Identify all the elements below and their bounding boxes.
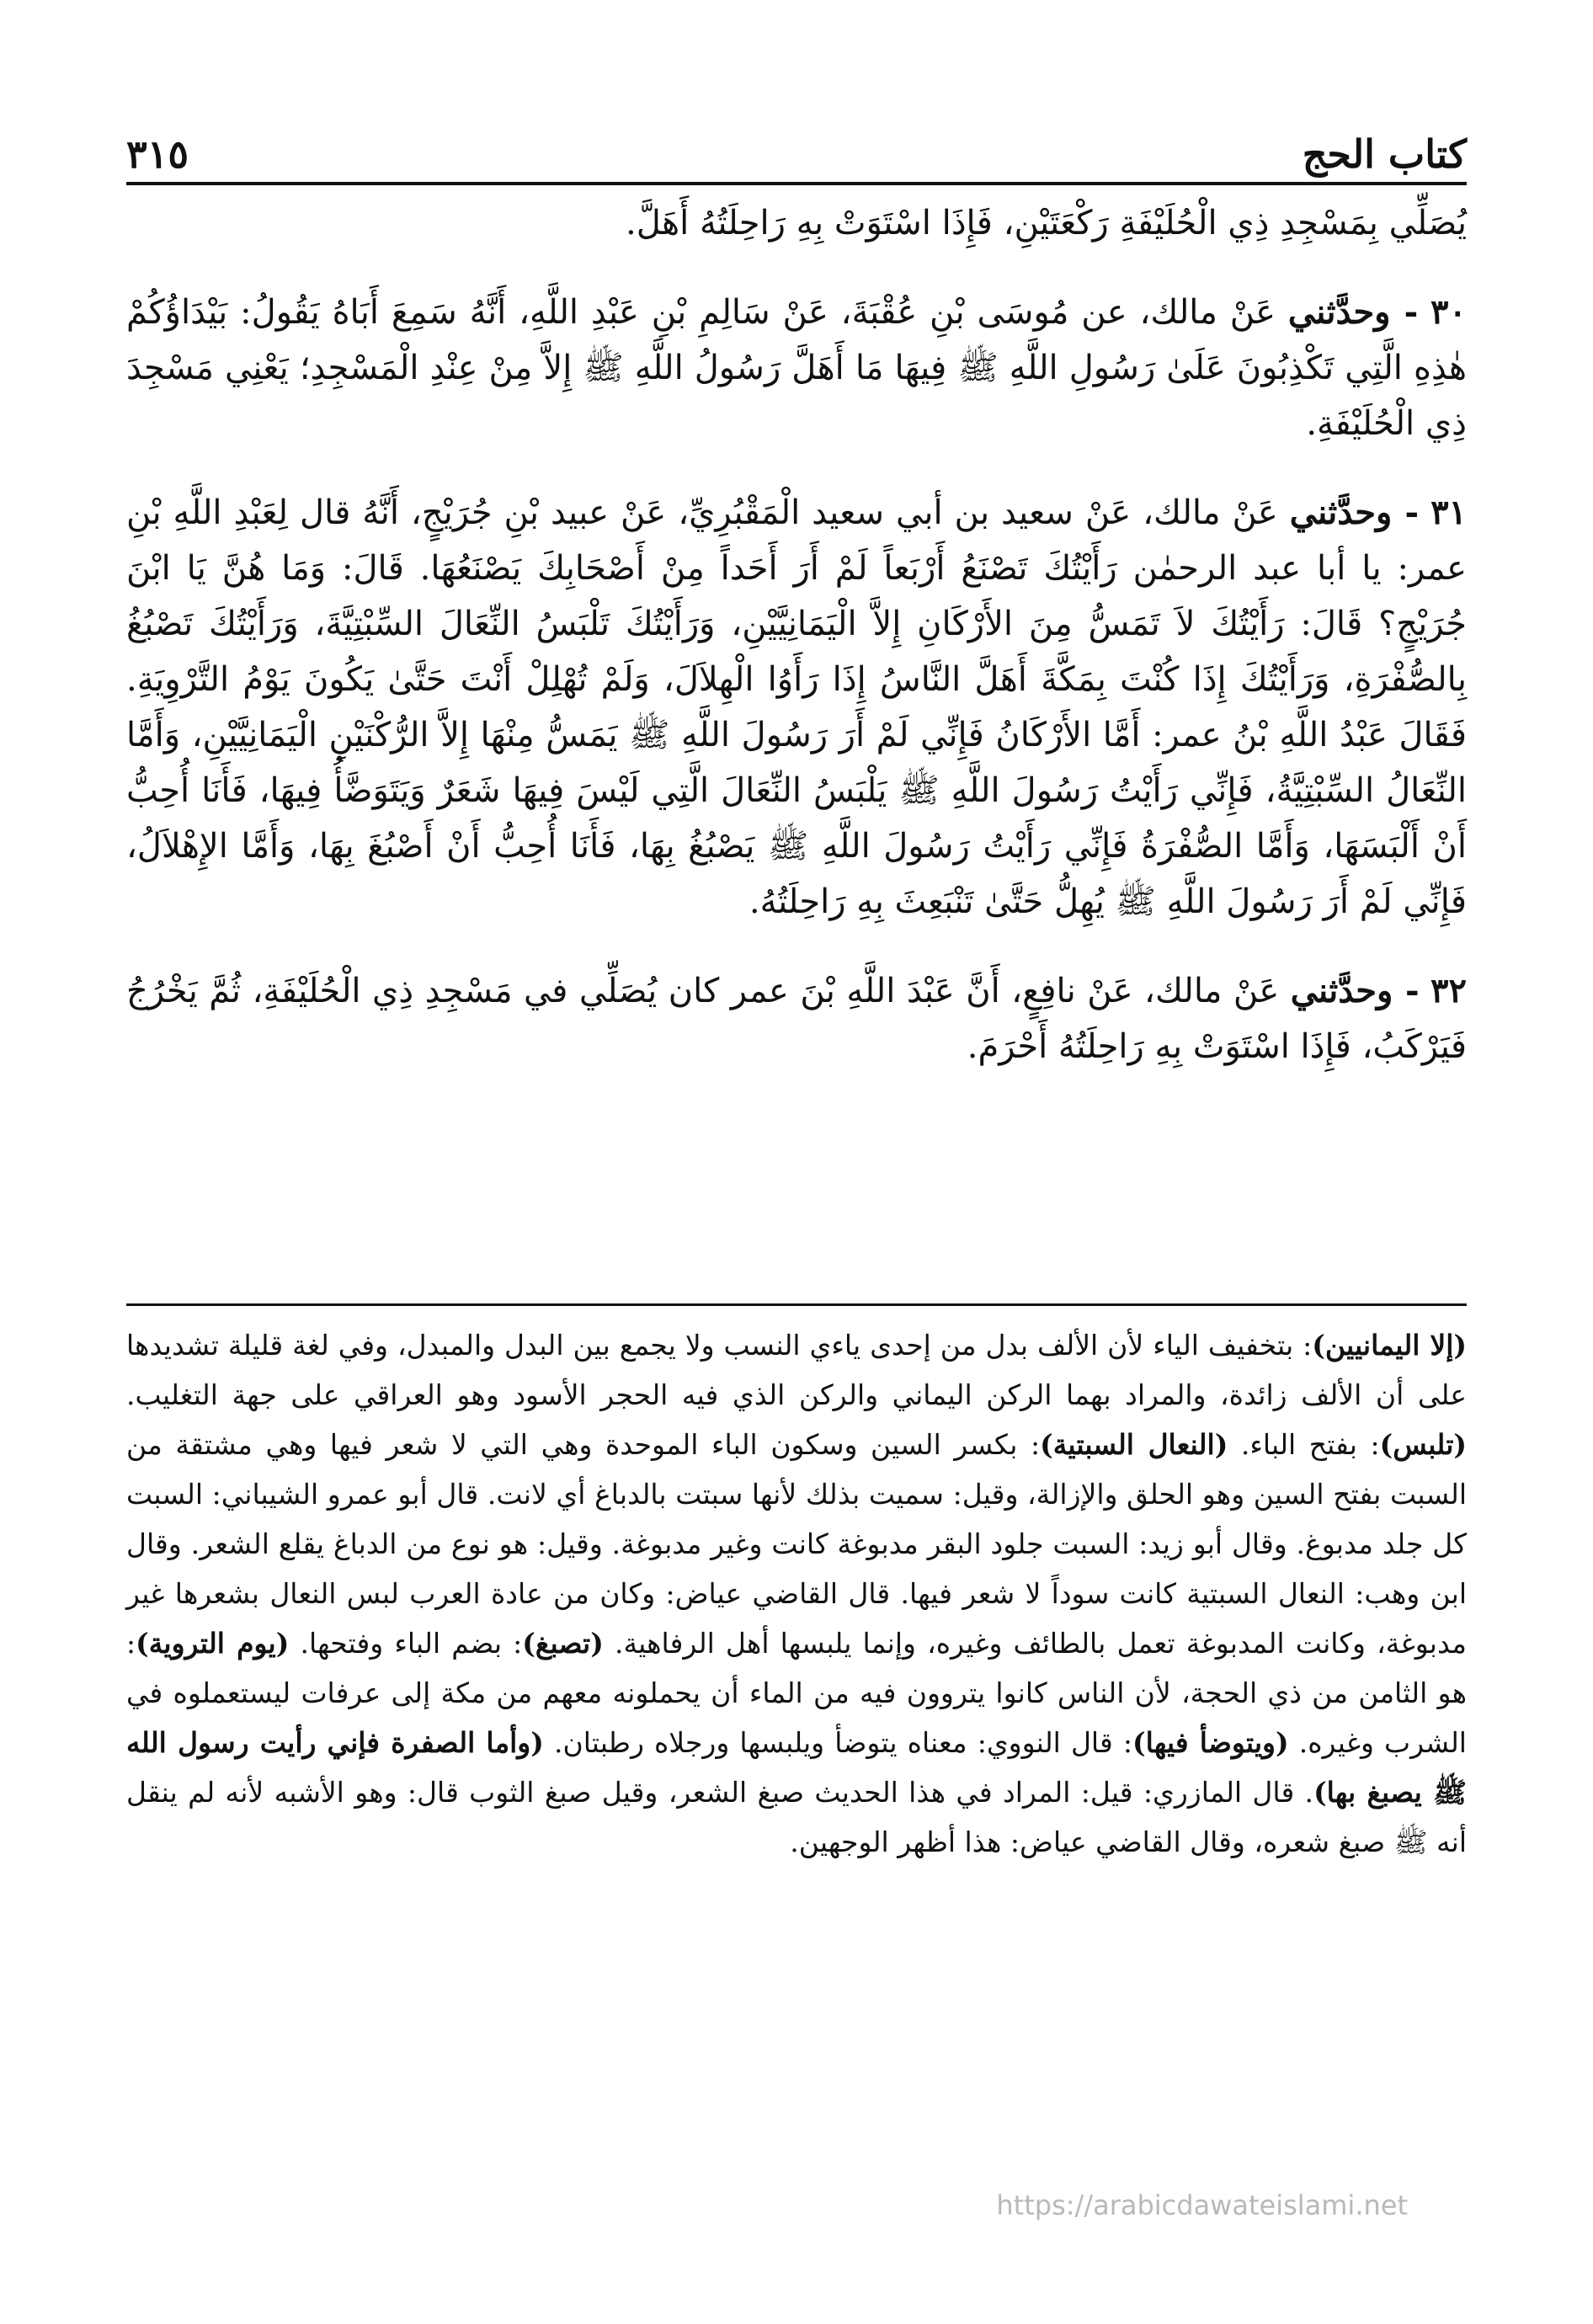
note-text: : بتخفيف الياء لأن الألف بدل من إحدى ياءي النسب ولا يجمع بين البدل والمبدل، وفي لغة قليلة تشديدها على أن الألف زائدة، والمراد بهما الركن اليماني والركن الذي فيه الحجر الأسود وهو العراقي على جهة التغليب.: [126, 1329, 1467, 1411]
note-text: : قال النووي: معناه يتوضأ ويلبسها ورجلاه رطبتان.: [553, 1726, 1133, 1759]
hadith-32: ٣٢ - وحدَّثني عَنْ مالك، عَنْ نافِعٍ، أَنَّ عَبْدَ اللَّهِ بْنَ عمر كان يُصَلِّي في مَسْجِدِ ذِي الْحُلَيْفَةِ، ثُمَّ يَخْرُجُ فَيَرْكَبُ، فَإِذَا اسْتَوَتْ بِهِ رَاحِلَتُهُ أَحْرَمَ.: [126, 971, 1468, 1066]
note-text: : هو الثامن من ذي الحجة، لأن الناس كانوا يتروون فيه من الماء أن يحملونه معهم من مكة إلى عرفات ليستعملوه في الشرب وغيره.: [126, 1627, 1467, 1759]
note-term: (تلبس): [1379, 1428, 1467, 1461]
note-text: : بضم الباء وفتحها.: [300, 1627, 523, 1660]
opening-line: يُصَلِّي بِمَسْجِدِ ذِي الْحُلَيْفَةِ رَكْعَتَيْنِ، فَإِذَا اسْتَوَتْ بِهِ رَاحِلَتُهُ أَهَلَّ.: [626, 204, 1467, 243]
watermark-url: https://arabicdawateislami.net: [996, 2189, 1408, 2221]
notes-paragraph: [126, 1320, 1467, 1867]
page-number: ٣١٥: [126, 131, 189, 177]
main-text: [126, 195, 1467, 1108]
hadith-text: عَنْ مالك، عن مُوسَى بْنِ عُقْبَةَ، عَنْ سَالِمِ بْنِ عَبْدِ اللَّهِ، أَنَّهُ سَمِعَ أَبَاهُ يَقُولُ: بَيْدَاؤُكُمْ هٰذِهِ الَّتِي تَكْذِبُونَ عَلَىٰ رَسُولِ اللَّهِ ﷺ فِيهَا مَا أَهَلَّ رَسُولُ اللَّهِ ﷺ إِلاَّ مِنْ عِنْدِ الْمَسْجِدِ؛ يَعْنِي مَسْجِدَ ذِي الْحُلَيْفَةِ.: [126, 293, 1467, 443]
hadith-text: عَنْ مالك، عَنْ سعيد بن أبي سعيد الْمَقْبُرِيِّ، عَنْ عبيد بْنِ جُرَيْجٍ، أَنَّهُ قال لِعَبْدِ اللَّهِ بْنِ عمر: يا أبا عبد الرحمٰن رَأَيْتُكَ تَصْنَعُ أَرْبَعاً لَمْ أَرَ أَحَداً مِنْ أَصْحَابِكَ يَصْنَعُهَا. قَالَ: وَمَا هُنَّ يَا ابْنَ جُرَيْجٍ؟ قَالَ: رَأَيْتُكَ لاَ تَمَسُّ مِنَ الأَرْكَانِ إِلاَّ الْيَمَانِيَّيْنِ، وَرَأَيْتُكَ تَلْبَسُ النِّعَالَ السِّبْتِيَّةَ، وَرَأَيْتُكَ تَصْبُغُ بِالصُّفْرَةِ، وَرَأَيْتُكَ إِذَا كُنْتَ بِمَكَّةَ أَهَلَّ النَّاسُ إِذَا رَأَوُا الْهِلاَلَ، وَلَمْ تُهْلِلْ أَنْتَ حَتَّىٰ يَكُونَ يَوْمُ التَّرْوِيَةِ. فَقَالَ عَبْدُ اللَّهِ بْنُ عمر: أَمَّا الأَرْكَانُ فَإِنِّي لَمْ أَرَ رَسُولَ اللَّهِ ﷺ يَمَسُّ مِنْهَا إِلاَّ الرُّكْنَيْنِ الْيَمَانِيَّيْنِ، وَأَمَّا النِّعَالُ السِّبْتِيَّةُ، فَإِنِّي رَأَيْتُ رَسُولَ اللَّهِ ﷺ يَلْبَسُ النِّعَالَ الَّتِي لَيْسَ فِيهَا شَعَرٌ وَيَتَوَضَّأُ فِيهَا، فَأَنَا أُحِبُّ أَنْ أَلْبَسَهَا، وَأَمَّا الصُّفْرَةُ فَإِنِّي رَأَيْتُ رَسُولَ اللَّهِ ﷺ يَصْبُغُ بِهَا، فَأَنَا أُحِبُّ أَنْ أَصْبُغَ بِهَا، وَأَمَّا الإِهْلاَلُ، فَإِنِّي لَمْ أَرَ رَسُولَ اللَّهِ ﷺ يُهِلُّ حَتَّىٰ تَنْبَعِثَ بِهِ رَاحِلَتُهُ.: [126, 493, 1467, 921]
note-term: (يوم التروية): [136, 1627, 290, 1660]
footnote-rule: [126, 1303, 1467, 1306]
hadith-number: ٣٠: [1431, 292, 1467, 332]
hadith-keyword: وحدَّثني: [1290, 971, 1393, 1010]
commentary-notes: [126, 1320, 1467, 1867]
hadith-number: ٣٢: [1431, 971, 1468, 1010]
running-header: [126, 101, 1467, 177]
note-term: (إلا اليمانيين): [1312, 1329, 1467, 1362]
note-term: (النعال السبتية): [1040, 1428, 1228, 1461]
note-text: : بفتح الباء.: [1240, 1428, 1380, 1461]
hadith-keyword: وحدَّثني: [1289, 493, 1393, 532]
hadith-number: ٣١: [1431, 493, 1468, 532]
note-text: . قال المازري: قيل: المراد في هذا الحديث صبغ الشعر، وقيل صبغ الثوب قال: وهو الأشبه لأنه لم ينقل أنه ﷺ صبغ شعره، وقال القاضي عياض: هذا أظهر الوجهين.: [126, 1776, 1467, 1858]
hadith-keyword: وحدَّثني: [1287, 292, 1391, 332]
note-term: (ويتوضأ فيها): [1132, 1726, 1289, 1759]
note-term: (وأما الصفرة فإني رأيت رسول الله ﷺ يصبغ بها): [126, 1726, 1467, 1809]
note-text: : بكسر السين وسكون الباء الموحدة وهي التي لا شعر فيها وهي مشتقة من السبت بفتح السين وهو الحلق والإزالة، وقيل: سميت بذلك لأنها سبتت بالدباغ أي لانت. قال أبو عمرو الشيباني: السبت كل جلد مدبوغ. وقال أبو زيد: السبت جلود البقر مدبوغة كانت وغير مدبوغة. وقيل: هو نوع من الدباغ يقلع الشعر. وقال ابن وهب: النعال السبتية كانت سوداً لا شعر فيها. قال القاضي عياض: وكان من عادة العرب لبس النعال بشعرها غير مدبوغة، وكانت المدبوغة تعمل بالطائف وغيره، وإنما يلبسها أهل الرفاهية.: [126, 1428, 1467, 1660]
header-rule: [126, 182, 1467, 185]
hadith-31: ٣١ - وحدَّثني عَنْ مالك، عَنْ سعيد بن أبي سعيد الْمَقْبُرِيِّ، عَنْ عبيد بْنِ جُرَيْجٍ، أَنَّهُ قال لِعَبْدِ اللَّهِ بْنِ عمر: يا أبا عبد الرحمٰن رَأَيْتُكَ تَصْنَعُ أَرْبَعاً لَمْ أَرَ أَحَداً مِنْ أَصْحَابِكَ يَصْنَعُهَا. قَالَ: وَمَا هُنَّ يَا ابْنَ جُرَيْجٍ؟ قَالَ: رَأَيْتُكَ لاَ تَمَسُّ مِنَ الأَرْكَانِ إِلاَّ الْيَمَانِيَّيْنِ، وَرَأَيْتُكَ تَلْبَسُ النِّعَالَ السِّبْتِيَّةَ، وَرَأَيْتُكَ تَصْبُغُ بِالصُّفْرَةِ، وَرَأَيْتُكَ إِذَا كُنْتَ بِمَكَّةَ أَهَلَّ النَّاسُ إِذَا رَأَوُا الْهِلاَلَ، وَلَمْ تُهْلِلْ أَنْتَ حَتَّىٰ يَكُونَ يَوْمُ التَّرْوِيَةِ. فَقَالَ عَبْدُ اللَّهِ بْنُ عمر: أَمَّا الأَرْكَانُ فَإِنِّي لَمْ أَرَ رَسُولَ اللَّهِ ﷺ يَمَسُّ مِنْهَا إِلاَّ الرُّكْنَيْنِ الْيَمَانِيَّيْنِ، وَأَمَّا النِّعَالُ السِّبْتِيَّةُ، فَإِنِّي رَأَيْتُ رَسُولَ اللَّهِ ﷺ يَلْبَسُ النِّعَالَ الَّتِي لَيْسَ فِيهَا شَعَرٌ وَيَتَوَضَّأُ فِيهَا، فَأَنَا أُحِبُّ أَنْ أَلْبَسَهَا، وَأَمَّا الصُّفْرَةُ فَإِنِّي رَأَيْتُ رَسُولَ اللَّهِ ﷺ يَصْبُغُ بِهَا، فَأَنَا أُحِبُّ أَنْ أَصْبُغَ بِهَا، وَأَمَّا الإِهْلاَلُ، فَإِنِّي لَمْ أَرَ رَسُولَ اللَّهِ ﷺ يُهِلُّ حَتَّىٰ تَنْبَعِثَ بِهِ رَاحِلَتُهُ.: [126, 493, 1468, 921]
hadith-30: ٣٠ - وحدَّثني عَنْ مالك، عن مُوسَى بْنِ عُقْبَةَ، عَنْ سَالِمِ بْنِ عَبْدِ اللَّهِ، أَنَّهُ سَمِعَ أَبَاهُ يَقُولُ: بَيْدَاؤُكُمْ هٰذِهِ الَّتِي تَكْذِبُونَ عَلَىٰ رَسُولِ اللَّهِ ﷺ فِيهَا مَا أَهَلَّ رَسُولُ اللَّهِ ﷺ إِلاَّ مِنْ عِنْدِ الْمَسْجِدِ؛ يَعْنِي مَسْجِدَ ذِي الْحُلَيْفَةِ.: [126, 292, 1467, 443]
hadith-text: عَنْ مالك، عَنْ نافِعٍ، أَنَّ عَبْدَ اللَّهِ بْنَ عمر كان يُصَلِّي في مَسْجِدِ ذِي الْحُلَيْفَةِ، ثُمَّ يَخْرُجُ فَيَرْكَبُ، فَإِذَا اسْتَوَتْ بِهِ رَاحِلَتُهُ أَحْرَمَ.: [126, 972, 1467, 1066]
note-term: (تصبغ): [522, 1627, 604, 1660]
book-title: كتاب الحج: [1302, 131, 1467, 177]
